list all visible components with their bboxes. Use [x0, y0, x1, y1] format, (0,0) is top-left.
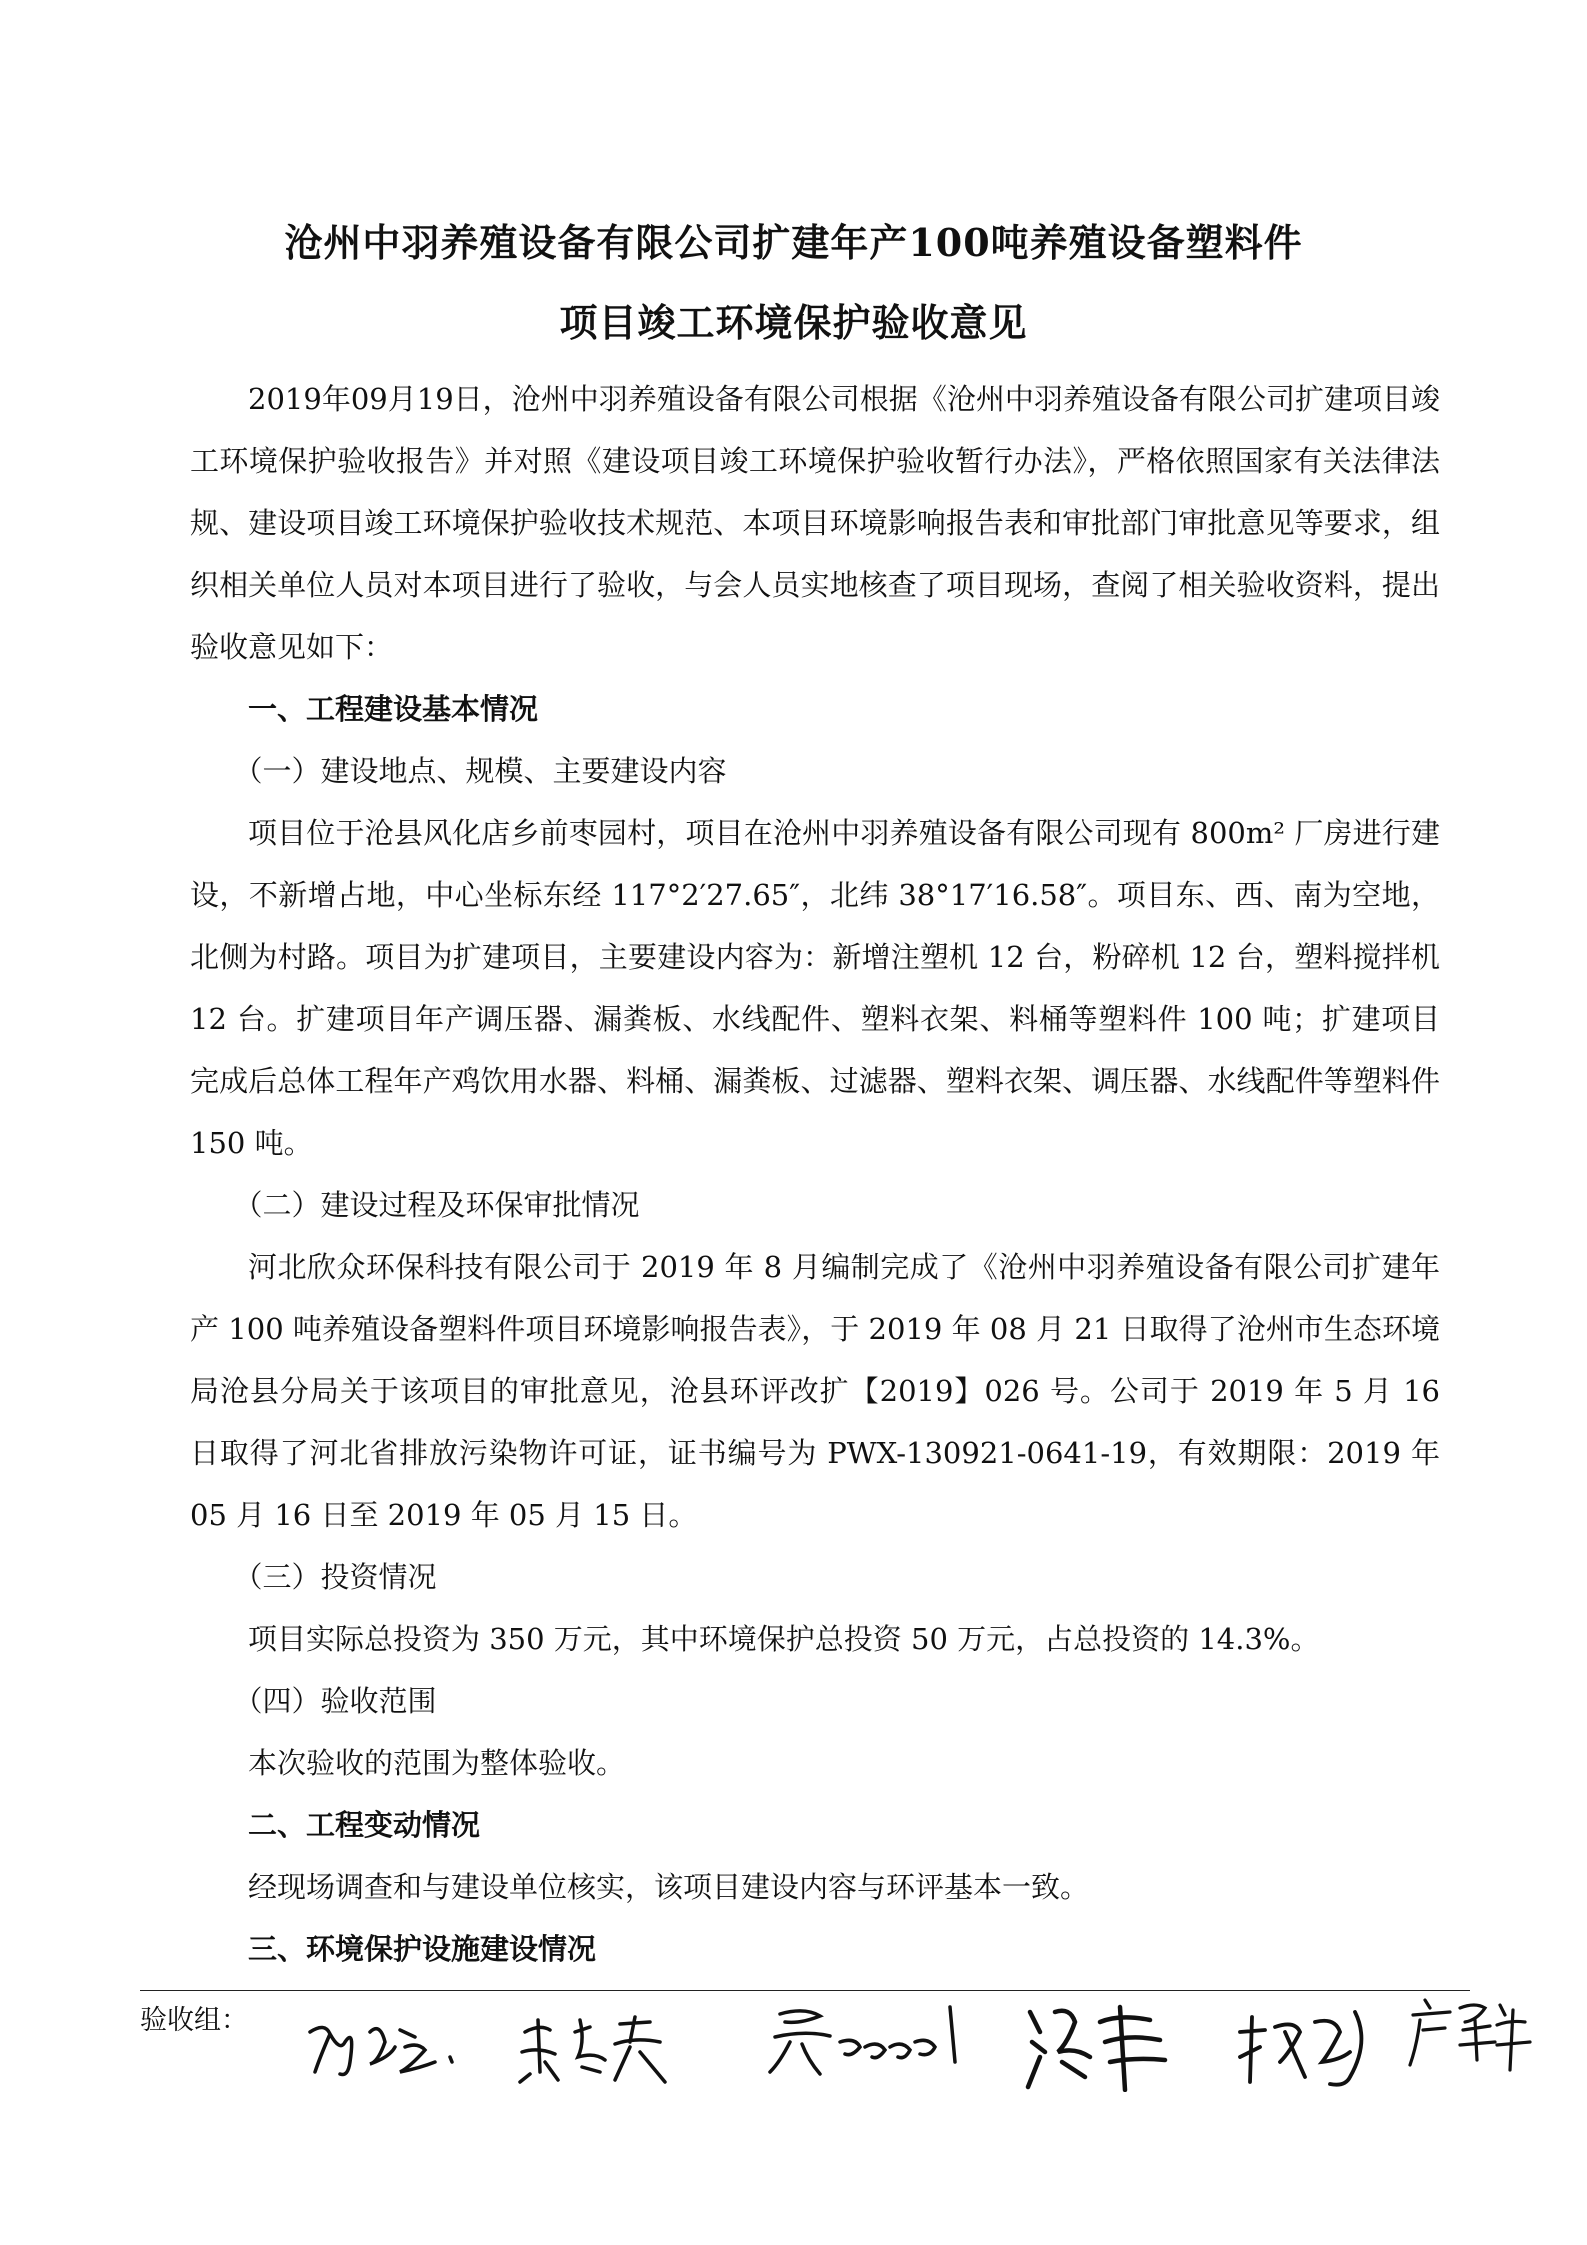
subsection-4-heading: （四）验收范围: [233, 1684, 437, 1718]
section-3-heading: 三、环境保护设施建设情况: [248, 1932, 597, 1966]
subsection-3-heading: （三）投资情况: [233, 1560, 437, 1594]
handwritten-signature-icon: [300, 2002, 480, 2092]
subsection-1-text: 项目位于沧县风化店乡前枣园村，项目在沧州中羽养殖设备有限公司现有 800m² 厂房进行建设，不新增占地，中心坐标东经 117°2′27.65″，北纬 38°17′16.58″。项目东、西、南为空地，北侧为村路。项目为扩建项目，主要建设内容为：新增注塑机 12 台，粉碎机 12 台，塑料搅拌机 12 台。扩建项目年产调压器、漏粪板、水线配件、塑料衣架、料桶等塑料件 100 吨；扩建项目完成后总体工程年产鸡饮用水器、料桶、漏粪板、过滤器、塑料衣架、调压器、水线配件等塑料件 150 吨。: [190, 816, 1440, 1160]
subsection-2-text: 河北欣众环保科技有限公司于 2019 年 8 月编制完成了《沧州中羽养殖设备有限公司扩建年产 100 吨养殖设备塑料件项目环境影响报告表》，于 2019 年 08 月 21 日取得了沧州市生态环境局沧县分局关于该项目的审批意见，沧县环评改扩【2019】026 号。公司于 2019 年 5 月 16 日取得了河北省排放污染物许可证，证书编号为 PWX-130921-0641-19，有效期限：2019 年 05 月 16 日至 2019 年 05 月 15 日。: [190, 1250, 1440, 1532]
subsection-3-text: 项目实际总投资为 350 万元，其中环境保护总投资 50 万元，占总投资的 14.3%。: [248, 1622, 1320, 1656]
subsection-1-heading: （一）建设地点、规模、主要建设内容: [233, 754, 727, 788]
subsection-2-heading: （二）建设过程及环保审批情况: [233, 1188, 640, 1222]
signature-6: [1405, 1990, 1535, 2080]
document-body: [190, 368, 1440, 1980]
intro-paragraph: 2019年09月19日，沧州中羽养殖设备有限公司根据《沧州中羽养殖设备有限公司扩建项目竣工环境保护验收报告》并对照《建设项目竣工环境保护验收暂行办法》，严格依照国家有关法律法规、建设项目竣工环境保护验收技术规范、本项目环境影响报告表和审批部门审批意见等要求，组织相关单位人员对本项目进行了验收，与会人员实地核查了项目现场，查阅了相关验收资料，提出验收意见如下：: [190, 382, 1440, 664]
handwritten-signature-icon: [760, 2002, 1020, 2092]
signature-4: [1020, 2002, 1180, 2092]
section-1-heading: 一、工程建设基本情况: [248, 692, 539, 726]
signature-2: [510, 2002, 680, 2092]
section-2-heading: 二、工程变动情况: [248, 1808, 481, 1842]
signature-5: [1230, 2002, 1380, 2092]
handwritten-signature-icon: [1230, 2002, 1380, 2092]
signature-3: [760, 2002, 1020, 2092]
document-title-line-2: 项目竣工环境保护验收意见: [559, 300, 1028, 345]
document-title-line-1: 沧州中羽养殖设备有限公司扩建年产100吨养殖设备塑料件: [284, 220, 1303, 265]
handwritten-signature-icon: [510, 2002, 680, 2092]
footer-divider: [140, 1990, 1470, 1991]
handwritten-signature-icon: [1020, 2002, 1180, 2092]
signature-footer: [140, 1990, 1490, 2110]
handwritten-signature-icon: [1405, 1990, 1535, 2080]
subsection-4-text: 本次验收的范围为整体验收。: [248, 1746, 626, 1780]
signature-1: [300, 2002, 480, 2092]
acceptance-group-label: 验收组：: [140, 2005, 248, 2036]
section-2-text: 经现场调查和与建设单位核实，该项目建设内容与环评基本一致。: [248, 1870, 1090, 1904]
